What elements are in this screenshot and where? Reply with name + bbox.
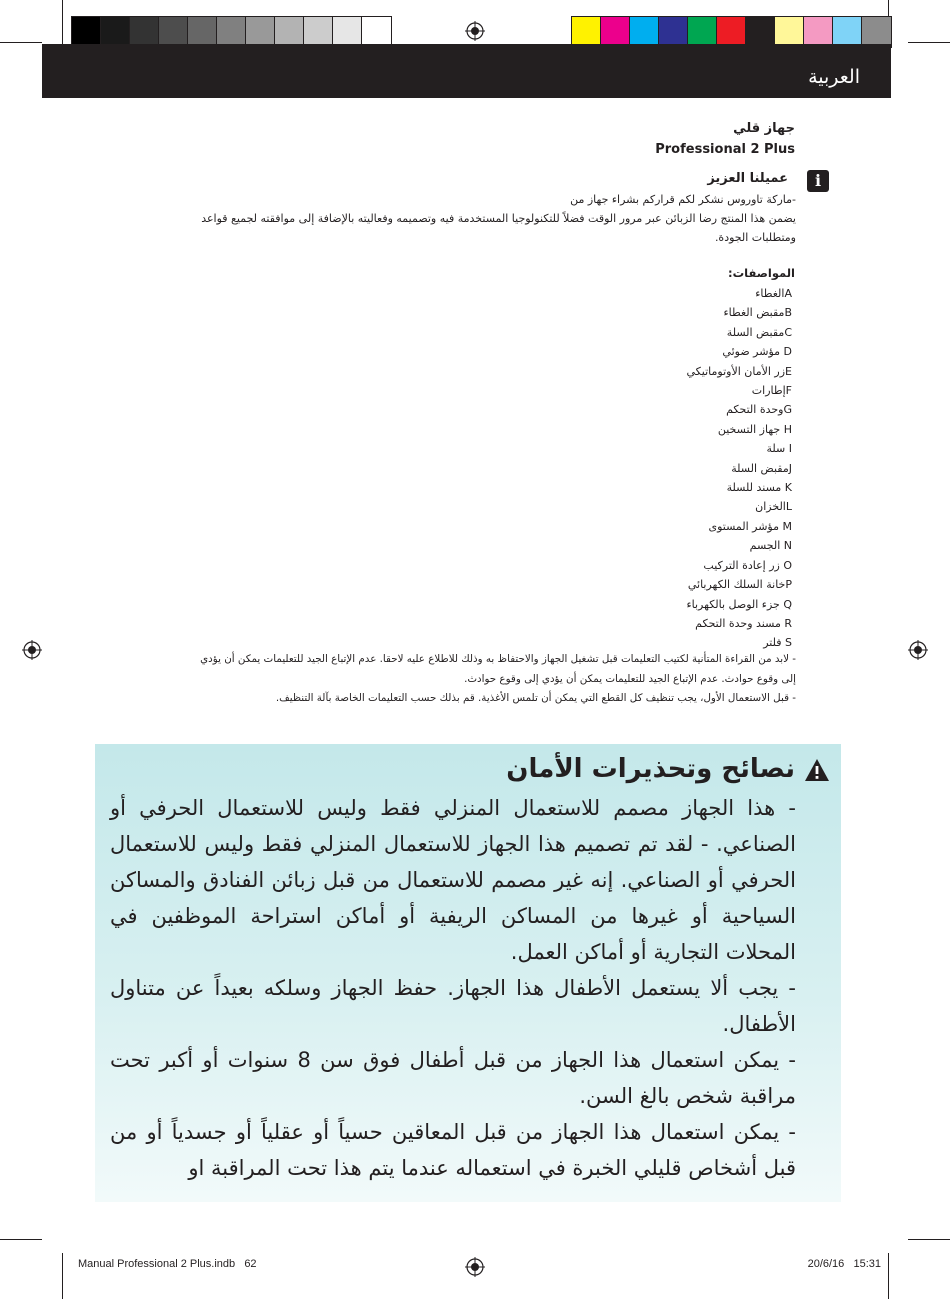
language-header-band — [42, 44, 891, 98]
registration-mark-icon — [465, 1257, 485, 1277]
part-item: N الجسم — [749, 539, 792, 553]
color-swatch — [246, 17, 275, 47]
footer-datetime: 20/6/16 15:31 — [807, 1258, 881, 1270]
part-item: D مؤشر ضوئي — [722, 345, 792, 359]
color-swatch — [333, 17, 362, 47]
part-item: I سلة — [766, 442, 792, 456]
color-swatch — [833, 17, 862, 47]
part-item: Pخانة السلك الكهربائي — [687, 578, 792, 592]
parts-list — [686, 284, 792, 653]
intro-line: ومتطلبات الجودة. — [714, 231, 796, 244]
usage-notes — [110, 650, 796, 709]
color-swatch — [746, 17, 775, 47]
part-item: M مؤشر المستوى — [708, 519, 792, 533]
note-line: - لابد من القراءة المتأنية لكتيب التعليمات قبل تشغيل الجهاز والاحتفاظ به وذلك للاطلاع عليه لاحقا. عدم الإتباع الجيد للتعليمات يمكن أن يؤدي — [200, 653, 796, 665]
part-item: Fإطارات — [751, 384, 792, 398]
footer-file-info: Manual Professional 2 Plus.indb 62 — [78, 1258, 257, 1270]
note-line: - قبل الاستعمال الأول، يجب تنظيف كل القطع التي يمكن أن تلمس الأغذية. قم بذلك حسب التعليمات الخاصة بآلة التنظيف. — [275, 692, 796, 704]
registration-mark-icon — [908, 640, 928, 660]
crop-mark — [62, 1253, 63, 1299]
language-title: العربية — [808, 66, 860, 88]
safety-paragraph: - يجب ألا يستعمل الأطفال هذا الجهاز. حفظ الجهاز وسلكه بعيداً عن متناول الأطفال. — [110, 976, 796, 1036]
color-swatch — [101, 17, 130, 47]
color-swatch — [130, 17, 159, 47]
color-swatch — [659, 17, 688, 47]
crop-mark — [0, 1239, 42, 1240]
info-icon: i — [807, 170, 829, 192]
part-item: Aالغطاء — [755, 287, 792, 300]
customer-heading: عميلنا العزيز — [707, 171, 788, 186]
part-item: Cمقبض السلة — [726, 325, 792, 339]
crop-mark — [0, 42, 42, 43]
safety-paragraph: - هذا الجهاز مصمم للاستعمال المنزلي فقط وليس للاستعمال الحرفي أو الصناعي. - لقد تم تصميم هذا الجهاز للاستعمال المنزلي فقط وليس للاستعمال الحرفي أو الصناعي. إنه غير مصمم للاستعمال من قبل زبائن الفنادق والمساكن السياحية أو غيرها من المساكن الريفية أو أماكن استراحة الموظفين في المحلات التجارية أو أماكن العمل. — [110, 796, 796, 964]
part-item: O زر إعادة التركيب — [703, 558, 792, 572]
product-type-title: جهاز قلي — [733, 121, 795, 136]
color-swatch — [362, 17, 391, 47]
safety-paragraph: - يمكن استعمال هذا الجهاز من قبل أطفال فوق سن 8 سنوات أو أكبر تحت مراقبة شخص بالغ السن. — [110, 1048, 796, 1108]
part-item: H جهاز التسخين — [717, 422, 792, 436]
part-item: Eزر الأمان الأوتوماتيكي — [686, 364, 792, 378]
color-swatch — [804, 17, 833, 47]
safety-paragraph: - يمكن استعمال هذا الجهاز من قبل المعاقين حسياً أو عقلياً أو جسدياً أو من قبل أشخاص قليلي الخبرة في استعماله عندما يتم هذا تحت المراقبة او — [110, 1120, 796, 1180]
safety-title: نصائح وتحذيرات الأمان — [506, 754, 795, 784]
color-swatch — [188, 17, 217, 47]
color-swatch — [217, 17, 246, 47]
part-item: Gوحدة التحكم — [726, 403, 792, 417]
color-swatch — [630, 17, 659, 47]
color-swatch — [717, 17, 746, 47]
color-swatch — [775, 17, 804, 47]
part-item: R مسند وحدة التحكم — [695, 616, 792, 630]
intro-line: يضمن هذا المنتج رضا الزبائن عبر مرور الوقت فضلاً للتكنولوجيا المستخدمة فيه وتصميمه وفعاليته بالإضافة إلى موافقته لجميع قواعد — [201, 212, 796, 225]
registration-mark-icon — [465, 21, 485, 41]
warning-triangle-icon — [804, 758, 830, 782]
color-swatch — [601, 17, 630, 47]
part-item: K مسند للسلة — [726, 481, 792, 495]
customer-intro — [110, 190, 796, 247]
color-swatch — [304, 17, 333, 47]
safety-text — [110, 790, 796, 1186]
color-swatch — [159, 17, 188, 47]
crop-mark — [888, 1253, 889, 1299]
part-item: Bمقبض الغطاء — [723, 306, 792, 320]
crop-mark — [62, 0, 63, 46]
crop-mark — [908, 1239, 950, 1240]
specs-heading: المواصفات: — [728, 266, 795, 280]
intro-line: -ماركة تاوروس نشكر لكم قراركم بشراء جهاز من — [570, 193, 796, 206]
color-swatch — [688, 17, 717, 47]
note-line: إلى وقوع حوادث. عدم الإتباع الجيد للتعليمات يمكن أن يؤدي إلى وقوع حوادث. — [464, 672, 796, 685]
registration-mark-icon — [22, 640, 42, 660]
part-item: Jمقبض السلة — [731, 461, 792, 475]
color-swatch — [572, 17, 601, 47]
color-swatch — [862, 17, 891, 47]
part-item: Q جزء الوصل بالكهرباء — [686, 597, 792, 611]
crop-mark — [908, 42, 950, 43]
part-item: Lالخزان — [755, 500, 792, 514]
product-model-title: Professional 2 Plus — [655, 142, 795, 157]
color-swatch — [275, 17, 304, 47]
color-swatch — [72, 17, 101, 47]
part-item: S فلتر — [763, 636, 792, 650]
